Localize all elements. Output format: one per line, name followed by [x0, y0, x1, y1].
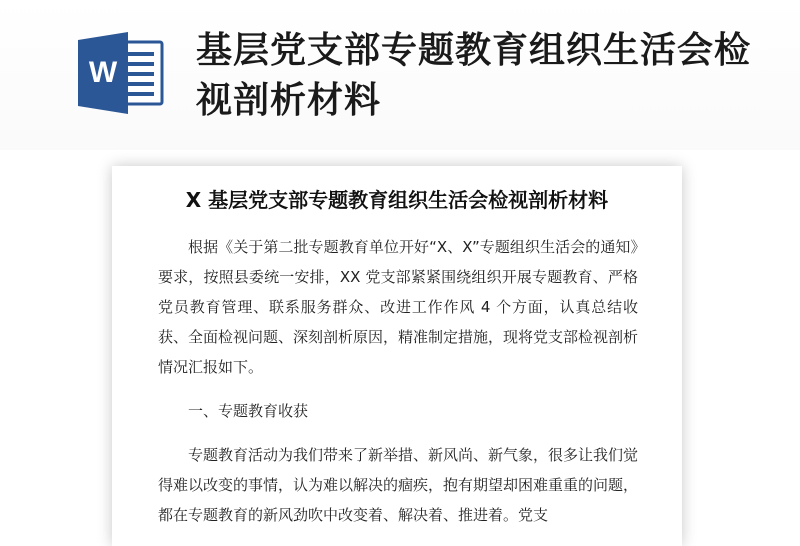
page-title: 基层党支部专题教育组织生活会检视剖析材料	[196, 30, 752, 121]
svg-text:W: W	[88, 56, 118, 89]
document-page	[112, 166, 682, 546]
paragraph-section-1: 专题教育活动为我们带来了新举措、新风尚、新气象，很多让我们觉得难以改变的事情，认为难以解决的痼疾，抱有期望却困难重重的问题，都在专题教育的新风劲吹中改变着、解决着、推进着。党支	[158, 446, 639, 524]
word-icon	[76, 32, 164, 114]
paragraph-intro: 根据《关于第二批专题教育单位开好“X、X”专题组织生活会的通知》要求，按照县委统一安排，XX 党支部紧紧围绕组织开展专题教育、严格党员教育管理、联系服务群众、改进工作作风 4 个方面，认真总结收获、全面检视问题、深刻剖析原因，精准制定措施，现将党支部检视剖析情况汇报如下。	[158, 238, 639, 376]
section-heading: 一、专题教育收获	[188, 402, 309, 420]
document-body	[158, 232, 638, 530]
document-title: X 基层党支部专题教育组织生活会检视剖析材料	[185, 188, 609, 212]
header-banner	[0, 0, 800, 150]
